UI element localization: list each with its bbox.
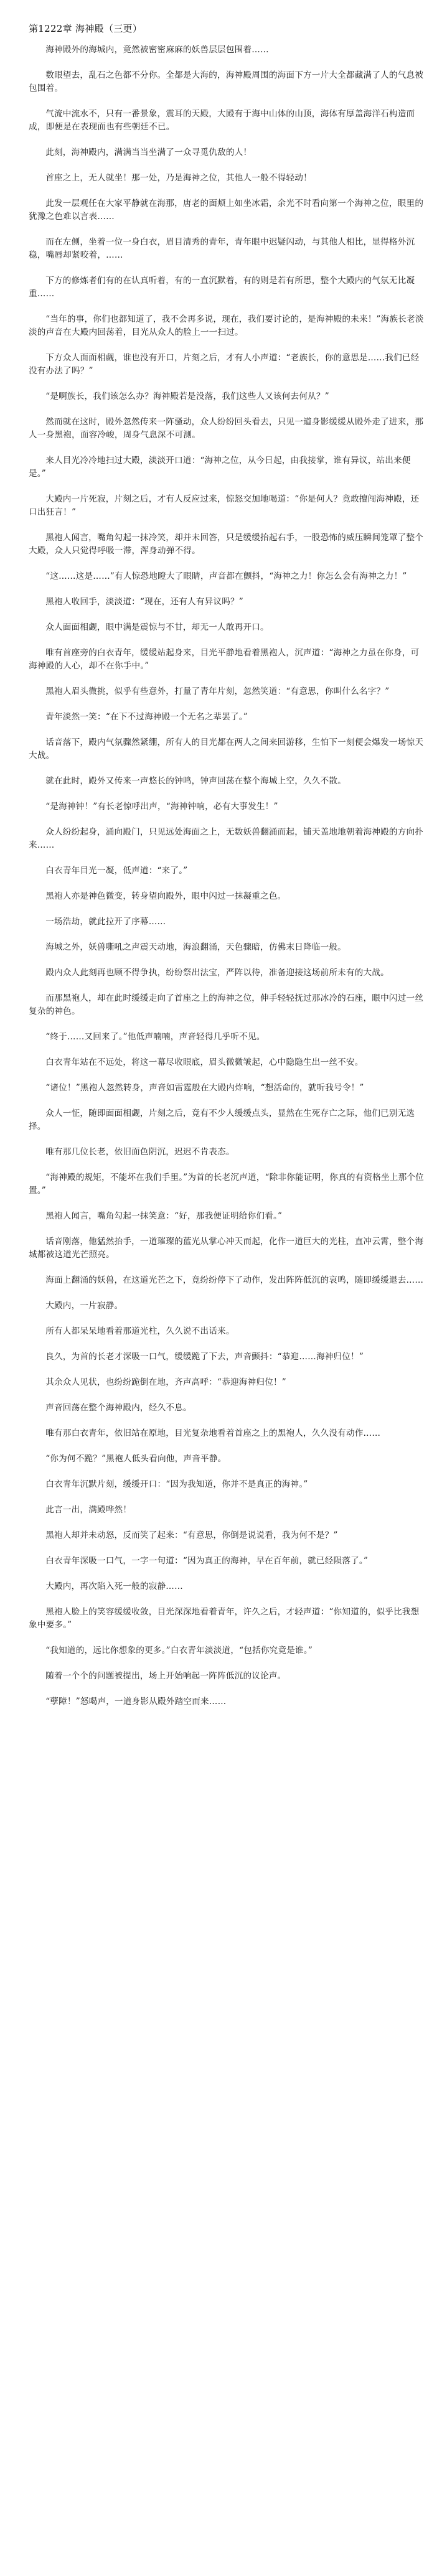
paragraph-gap: [29, 262, 425, 274]
paragraph: 而在左侧，坐着一位一身白衣，眉目清秀的青年，青年眼中迟疑闪动，与其他人相比，显得格外沉稳，嘴唇却紧咬着，……: [29, 237, 415, 260]
paragraph-gap: [29, 1095, 425, 1107]
paragraph-gap: [29, 1069, 425, 1082]
paragraph-gap: [29, 878, 425, 890]
paragraph: “是啊族长，我们该怎么办？海神殿若是没落，我们这些人又该何去何从？”: [45, 391, 329, 401]
paragraph: 大殿内，一片寂静。: [45, 1301, 123, 1311]
paragraph: 黑袍人收回手，淡淡道：“现在，还有人有异议吗？”: [45, 597, 243, 607]
paragraph-gap: [29, 134, 425, 146]
paragraph: “你为何不跪？”黑袍人低头看向他，声音平静。: [45, 1454, 227, 1464]
paragraph-gap: [29, 558, 425, 570]
paragraph: “当年的事，你们也都知道了，我不会再多说，现在，我们要讨论的，是海神殿的未来！”海族长老淡淡的声音在大殿内回荡着，目光从众人的脸上一一扫过。: [29, 314, 424, 337]
paragraph-gap: [29, 903, 425, 916]
paragraph: 随着一个个的问题被提出，场上开始响起一阵阵低沉的议论声。: [45, 1671, 286, 1681]
paragraph: 此言一出，满殿哗然！: [45, 1505, 132, 1515]
paragraph: “海神殿的规矩，不能坏在我们手里。”为首的长老沉声道，“除非你能证明，你真的有资格坐上那个位置。”: [29, 1173, 424, 1196]
paragraph: “我知道的，远比你想象的更多。”白衣青年淡淡道，“包括你究竟是谁。”: [45, 1646, 313, 1656]
paragraph-gap: [29, 1517, 425, 1529]
paragraph-gap: [29, 813, 425, 826]
paragraph-gap: [29, 185, 425, 197]
paragraph: 声音回荡在整个海神殿内，经久不息。: [45, 1403, 192, 1413]
paragraph: 黑袍人闻言，嘴角勾起一抹笑意：“好，那我便证明给你们看。”: [45, 1211, 283, 1221]
paragraph-gap: [29, 1018, 425, 1031]
paragraph: 黑袍人闻言，嘴角勾起一抹冷笑，却并未回答，只是缓缓抬起右手，一股恐怖的威压瞬间笼罩了整个大殿，众人只觉得呼吸一滞，浑身动弹不得。: [29, 533, 424, 556]
paragraph: 黑袍人眉头微挑，似乎有些意外，打量了青年片刻，忽然笑道：“有意思，你叫什么名字？”: [45, 686, 390, 696]
paragraph: 唯有那几位长老，依旧面色阴沉，迟迟不肯表态。: [45, 1147, 235, 1157]
paragraph: 一场浩劫，就此拉开了序幕……: [45, 917, 166, 927]
paragraph: 白衣青年目光一凝，低声道：“来了。”: [45, 866, 188, 876]
paragraph: 下方众人面面相觑，谁也没有开口，片刻之后，才有人小声道：“老族长，你的意思是……我们已经没有办法了吗？”: [29, 353, 420, 376]
paragraph: “这……这是……”有人惊恐地瞪大了眼睛，声音都在颤抖，“海神之力！你怎么会有海神之力！”: [45, 571, 407, 581]
paragraph-gap: [29, 159, 425, 172]
paragraph: 众人一怔，随即面面相觑，片刻之后，竟有不少人缓缓点头，显然在生死存亡之际，他们已别无选择。: [29, 1108, 415, 1131]
paragraph: 白衣青年站在不远处，将这一幕尽收眼底，眉头微微皱起，心中隐隐生出一丝不安。: [45, 1057, 364, 1067]
paragraph: 海城之外，妖兽嘶吼之声震天动地，海浪翻涌，天色骤暗，仿佛末日降临一般。: [45, 942, 346, 952]
paragraph-gap: [29, 724, 425, 736]
paragraph: “终于……又回来了。”他低声喃喃，声音轻得几乎听不见。: [45, 1032, 265, 1042]
paragraph: 众人纷纷起身，涌向殿门，只见远处海面之上，无数妖兽翻涌而起，铺天盖地地朝着海神殿的方向扑来……: [29, 827, 424, 850]
paragraph: 其余众人见状，也纷纷跪倒在地，齐声高呼：“恭迎海神归位！”: [45, 1377, 286, 1387]
paragraph-gap: [29, 1440, 425, 1453]
paragraph-gap: [29, 673, 425, 685]
paragraph: 大殿内一片死寂，片刻之后，才有人反应过来，惊怒交加地喝道：“你是何人？竟敢擅闯海神殿，还口出狂言！”: [29, 494, 420, 517]
paragraph: 而那黑袍人，却在此时缓缓走向了首座之上的海神之位，伸手轻轻抚过那冰冷的石座，眼中闪过一丝复杂的神色。: [29, 993, 424, 1016]
paragraph: 海神殿外的海城内，竟然被密密麻麻的妖兽层层包围着……: [45, 45, 269, 55]
paragraph: 下方的修炼者们有的在认真听着，有的一直沉默着，有的则是若有所思，整个大殿内的气氛无比凝重……: [29, 276, 415, 299]
paragraph: 气流中流水不，只有一番景象，震耳的天殿，大殿有于海中山体的山顶，海体有厚盖海洋石构造而成，即便是在表现面也有些朝廷不已。: [29, 109, 415, 132]
paragraph-gap: [29, 403, 425, 416]
paragraph-gap: [29, 1415, 425, 1427]
paragraph-gap: [29, 1491, 425, 1504]
paragraph: 数眼望去，乱石之色都不分你。全都是大海的，海神殿周围的海面下方一片大全都藏满了人的气息被包围着。: [29, 70, 424, 93]
paragraph-gap: [29, 762, 425, 775]
paragraph-gap: [29, 1197, 425, 1210]
paragraph: 白衣青年深吸一口气，一字一句道：“因为真正的海神，早在百年前，就已经陨落了。”: [45, 1556, 369, 1566]
paragraph: 海面上翻涌的妖兽，在这道光芒之下，竟纷纷停下了动作，发出阵阵低沉的哀鸣，随即缓缓退去……: [45, 1275, 424, 1285]
paragraph-gap: [29, 698, 425, 711]
paragraph: 白衣青年沉默片刻，缓缓开口：“因为我知道，你并不是真正的海神。”: [45, 1479, 308, 1489]
paragraph: 唯有首座旁的白衣青年，缓缓站起身来，目光平静地看着黑袍人，沉声道：“海神之力虽在你身，可海神殿的人心，却不在你手中。”: [29, 648, 420, 671]
paragraph-gap: [29, 954, 425, 967]
paragraph-gap: [29, 1223, 425, 1235]
paragraph-gap: [29, 1287, 425, 1300]
paragraph: 黑袍人却并未动怒，反而笑了起来：“有意思，你倒是说说看，我为何不是？”: [45, 1530, 338, 1540]
paragraph: 殿内众人此刻再也顾不得争执，纷纷祭出法宝，严阵以待，准备迎接这场前所未有的大战。: [45, 968, 389, 978]
paragraph-gap: [29, 95, 425, 108]
paragraph: 黑袍人亦是神色微变，转身望向殿外，眼中闪过一抹凝重之色。: [45, 891, 286, 901]
paragraph-gap: [29, 1632, 425, 1644]
paragraph: “孽障！”怒喝声，一道身影从殿外踏空而来……: [45, 1697, 227, 1707]
paragraph-gap: [29, 1683, 425, 1695]
paragraph-gap: [29, 1466, 425, 1478]
paragraph-gap: [29, 980, 425, 992]
paragraph-gap: [29, 339, 425, 352]
paragraph-gap: [29, 1262, 425, 1274]
paragraph-gap: [29, 634, 425, 647]
paragraph: “诸位！”黑袍人忽然转身，声音如雷霆般在大殿内炸响，“想活命的，就听我号令！”: [45, 1083, 364, 1093]
paragraph-gap: [29, 480, 425, 493]
paragraph-gap: [29, 583, 425, 596]
paragraph-gap: [29, 1568, 425, 1580]
chapter-body: [29, 44, 425, 1708]
paragraph-gap: [29, 301, 425, 313]
paragraph-gap: [29, 1313, 425, 1325]
paragraph-gap: [29, 57, 425, 69]
paragraph: “是海神钟！”有长老惊呼出声，“海神钟响，必有大事发生！”: [45, 802, 278, 812]
paragraph-gap: [29, 609, 425, 621]
paragraph-gap: [29, 1044, 425, 1056]
paragraph-gap: [29, 1657, 425, 1670]
paragraph-gap: [29, 519, 425, 532]
paragraph-gap: [29, 378, 425, 390]
paragraph-gap: [29, 223, 425, 236]
paragraph-gap: [29, 1542, 425, 1555]
paragraph: 此发一层观任在大家平静就在海那，唐老的面颊上如坐冰霜，余光不时看向第一个海神之位，眼里的犹豫之色难以言表……: [29, 199, 424, 222]
paragraph-gap: [29, 1159, 425, 1171]
paragraph-gap: [29, 1338, 425, 1351]
chapter-title: 第1222章 海神殿（三更）: [29, 23, 143, 34]
paragraph-gap: [29, 442, 425, 454]
paragraph: 首座之上，无人就坐！那一处，乃是海神之位，其他人一般不得轻动！: [45, 173, 312, 183]
paragraph-gap: [29, 1593, 425, 1606]
paragraph: 然而就在这时，殿外忽然传来一阵骚动，众人纷纷回头看去，只见一道身影缓缓从殿外走了进来，那人一身黑袍，面容冷峻，周身气息深不可测。: [29, 417, 424, 440]
paragraph: 大殿内，再次陷入死一般的寂静……: [45, 1581, 183, 1591]
paragraph: 唯有那白衣青年，依旧站在原地，目光复杂地看着首座之上的黑袍人，久久没有动作……: [45, 1428, 381, 1438]
paragraph: 黑袍人脸上的笑容缓缓收敛，目光深深地看着青年，许久之后，才轻声道：“你知道的，似乎比我想象中要多。”: [29, 1607, 420, 1630]
paragraph: 就在此时，殿外又传来一声悠长的钟鸣，钟声回荡在整个海城上空，久久不散。: [45, 776, 346, 786]
paragraph-gap: [29, 1389, 425, 1402]
paragraph-gap: [29, 852, 425, 864]
paragraph: 话音落下，殿内气氛骤然紧绷，所有人的目光都在两人之间来回游移，生怕下一刻便会爆发一场惊天大战。: [29, 738, 424, 761]
paragraph: 青年淡然一笑：“在下不过海神殿一个无名之辈罢了。”: [45, 712, 248, 722]
paragraph: 所有人都呆呆地看着那道光柱，久久说不出话来。: [45, 1326, 235, 1336]
paragraph: 良久，为首的长老才深吸一口气，缓缓跪了下去，声音颤抖：“恭迎……海神归位！”: [45, 1352, 364, 1362]
paragraph: 来人目光冷冷地扫过大殿，淡淡开口道：“海神之位，从今日起，由我接掌，谁有异议，站出来便是。”: [29, 456, 411, 479]
paragraph: 话音刚落，他猛然抬手，一道璀璨的蓝光从掌心冲天而起，化作一道巨大的光柱，直冲云霄，整个海城都被这道光芒照亮。: [29, 1237, 424, 1260]
paragraph-gap: [29, 1364, 425, 1376]
paragraph-gap: [29, 1133, 425, 1146]
paragraph-gap: [29, 788, 425, 800]
paragraph-gap: [29, 929, 425, 941]
paragraph: 此刻，海神殿内，满满当当坐满了一众寻觅仇敌的人！: [45, 148, 252, 157]
paragraph: 众人面面相觑，眼中满是震惊与不甘，却无一人敢再开口。: [45, 622, 269, 632]
